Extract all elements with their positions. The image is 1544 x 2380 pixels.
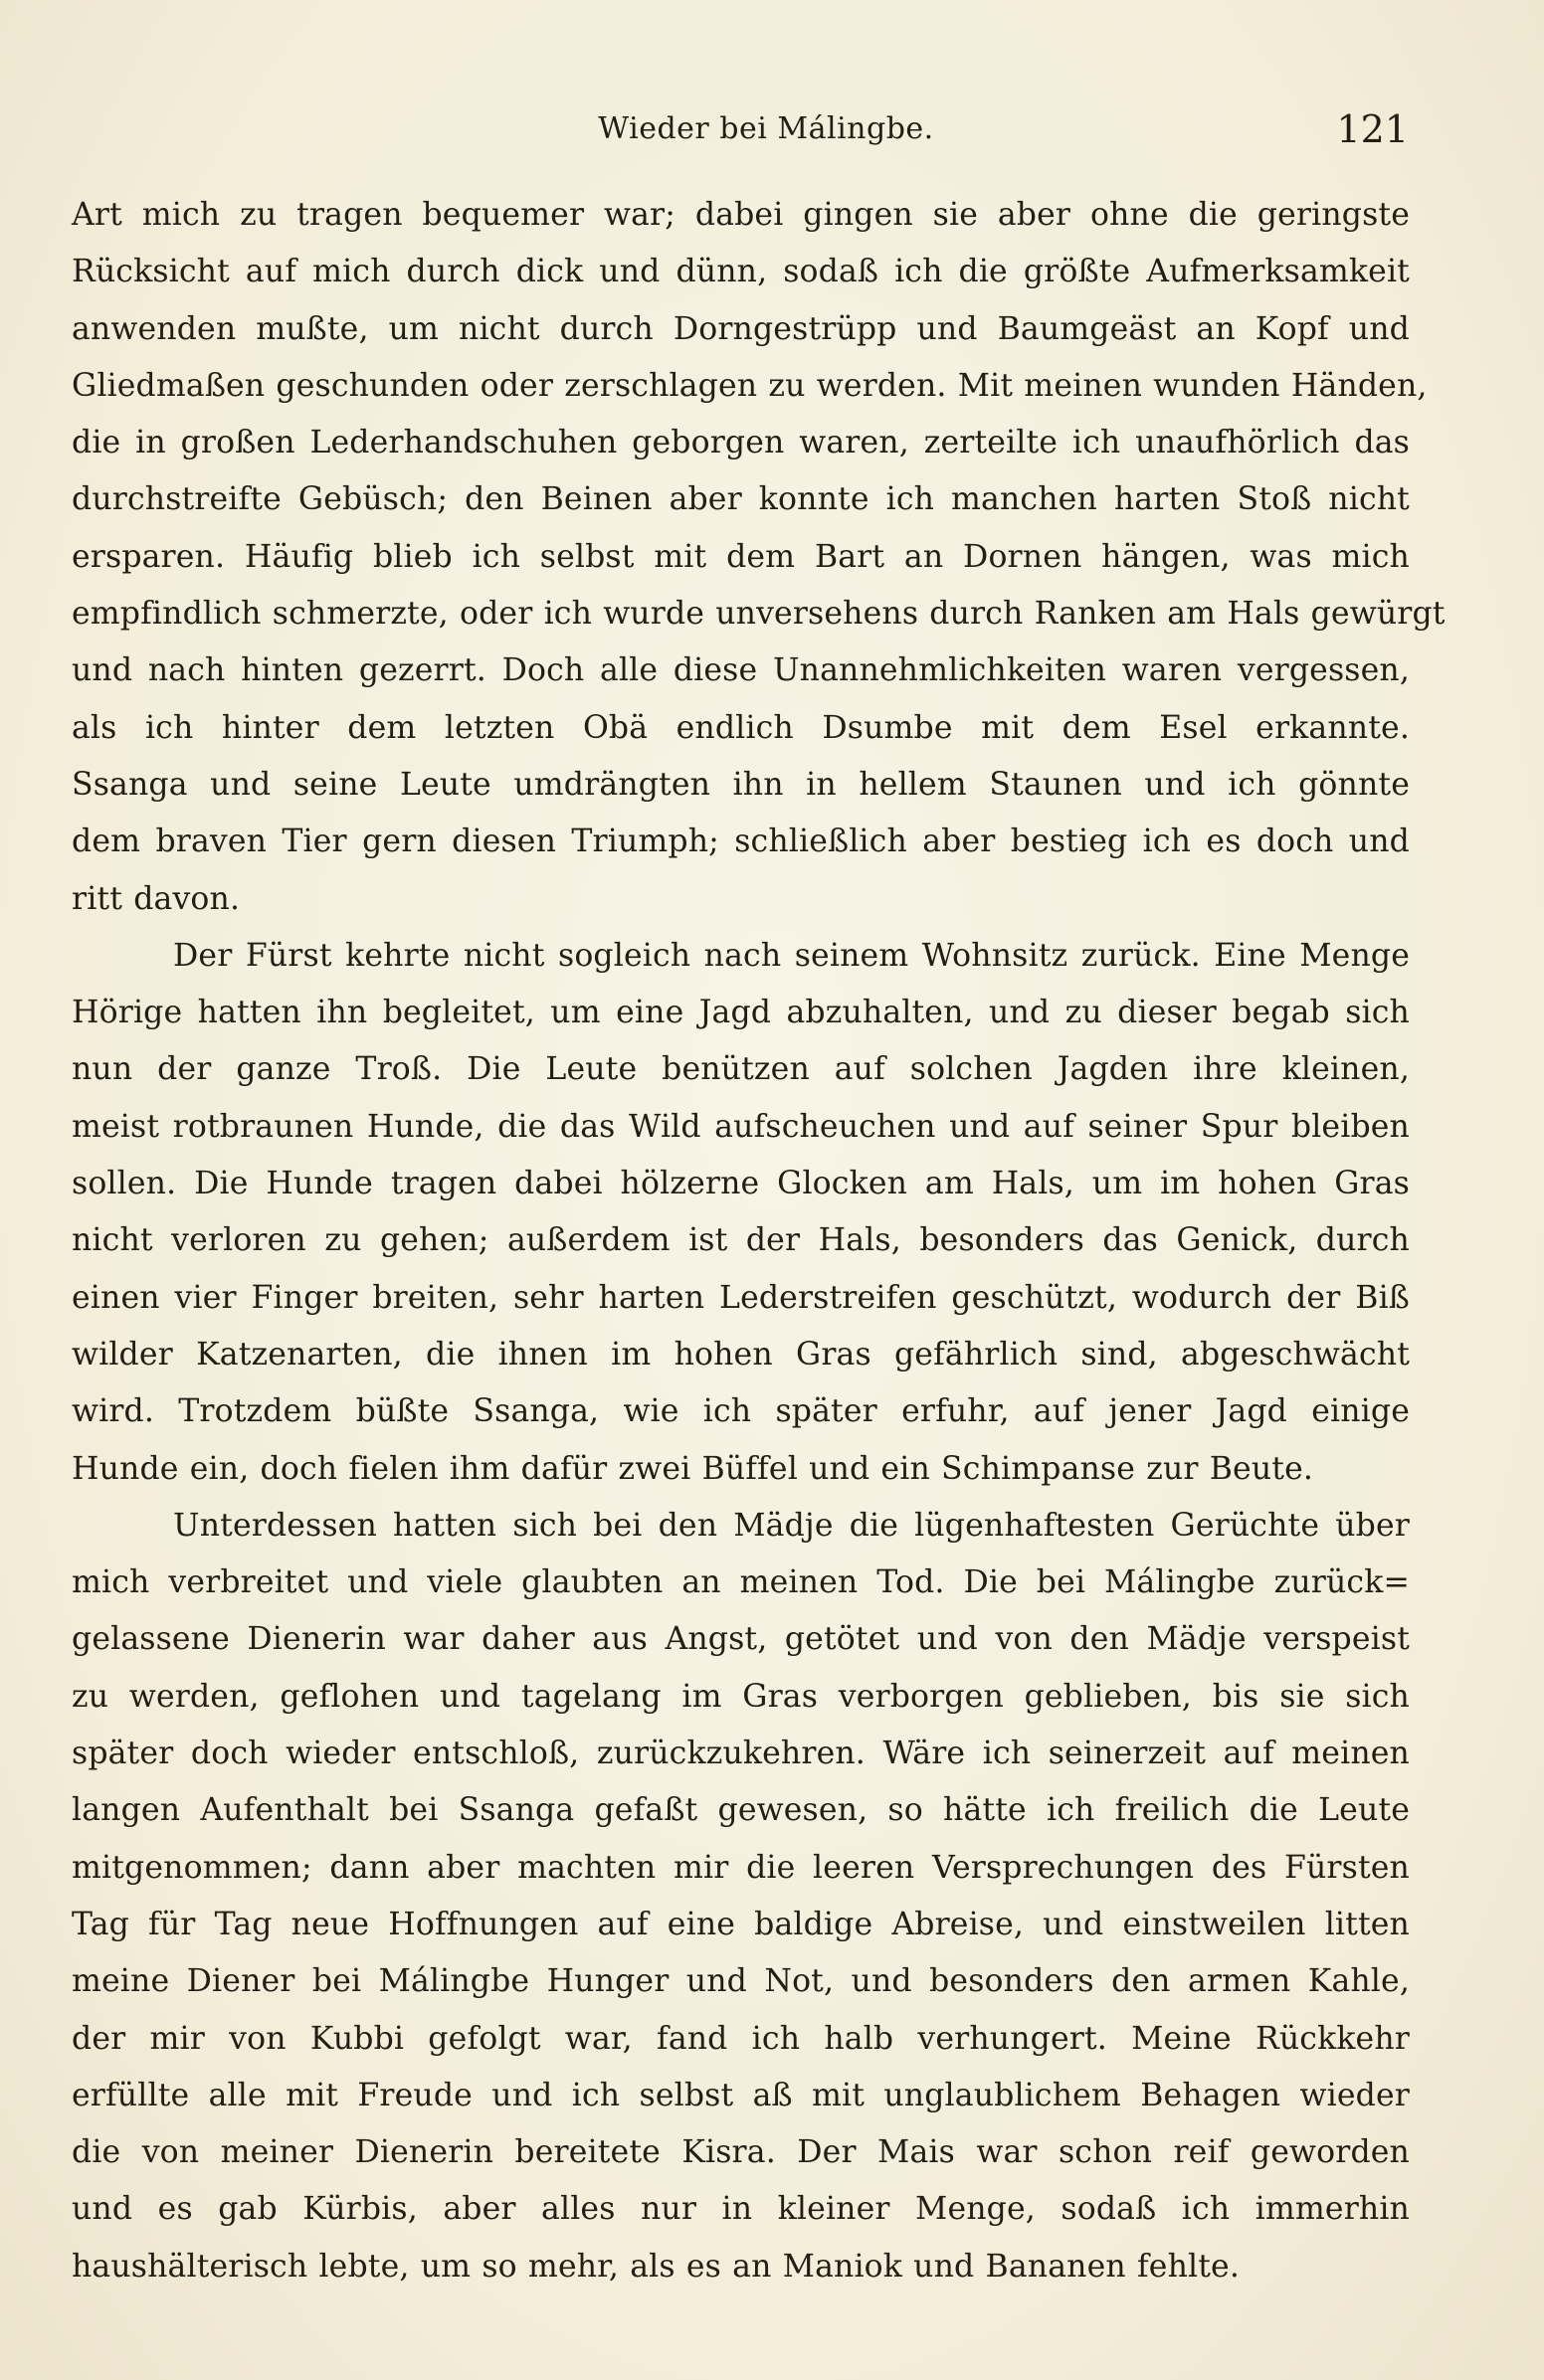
text-line: als ich hinter dem letzten Obä endlich Dsumbe mit dem Esel erkannte. [72,709,1410,746]
paragraph-first-line: Der Fürst kehrte nicht sogleich nach seinem Wohnsitz zurück. Eine Menge [173,937,1410,974]
text-line: meist rotbraunen Hunde, die das Wild aufscheuchen und auf seiner Spur bleiben [72,1108,1410,1145]
text-line: erfüllte alle mit Freude und ich selbst aß mit unglaublichem Behagen wieder [72,2077,1410,2113]
text-line: sollen. Die Hunde tragen dabei hölzerne Glocken am Hals, um im hohen Gras [72,1166,1410,1202]
text-line: ersparen. Häufig blieb ich selbst mit dem Bart an Dornen hängen, was mich [72,538,1410,575]
text-line: Gliedmaßen geschunden oder zerschlagen zu werden. Mit meinen wunden Händen, [72,367,1428,404]
text-line: empfindlich schmerzte, oder ich wurde unversehens durch Ranken am Hals gewürgt [72,596,1446,633]
text-line: später doch wieder entschloß, zurückzukehren. Wäre ich seinerzeit auf meinen [72,1736,1410,1772]
text-line: mich verbreitet und viele glaubten an meinen Tod. Die bei Málingbe zurück= [72,1564,1410,1601]
text-line: Ssanga und seine Leute umdrängten ihn in hellem Staunen und ich gönnte [72,766,1410,803]
text-line: mitgenommen; dann aber machten mir die leeren Versprechungen des Fürsten [72,1849,1410,1886]
text-line: meine Diener bei Málingbe Hunger und Not, und besonders den armen Kahle, [72,1963,1410,2000]
text-line: dem braven Tier gern diesen Triumph; schließlich aber bestieg ich es doch und [72,824,1410,860]
text-line: anwenden mußte, um nicht durch Dorngestrüpp und Baumgeäst an Kopf und [72,310,1410,347]
text-line: und nach hinten gezerrt. Doch alle diese Unannehmlichkeiten waren vergessen, [72,652,1410,689]
text-line: und es gab Kürbis, aber alles nur in kleiner Menge, sodaß ich immerhin [72,2191,1410,2228]
text-line: gelassene Dienerin war daher aus Angst, getötet und von den Mädje verspeist [72,1621,1410,1658]
text-line: wird. Trotzdem büßte Ssanga, wie ich später erfuhr, auf jener Jagd einige [72,1393,1410,1430]
text-line: durchstreifte Gebüsch; den Beinen aber konnte ich manchen harten Stoß nicht [72,481,1410,518]
text-line: der mir von Kubbi gefolgt war, fand ich halb verhungert. Meine Rückkehr [72,2020,1410,2057]
text-line: Tag für Tag neue Hoffnungen auf eine baldige Abreise, und einstweilen litten [72,1906,1410,1942]
running-title: Wieder bei Málingbe. [598,111,934,146]
body-text [72,187,1446,2295]
text-line: ritt davon. [72,880,241,917]
text-line: einen vier Finger breiten, sehr harten Lederstreifen geschützt, wodurch der Biß [72,1279,1410,1316]
text-line: nun der ganze Troß. Die Leute benützen auf solchen Jagden ihre kleinen, [72,1051,1410,1088]
text-line: Art mich zu tragen bequemer war; dabei gingen sie aber ohne die geringste [72,197,1410,233]
running-head [0,107,1544,161]
text-line: die von meiner Dienerin bereitete Kisra. Der Mais war schon reif geworden [72,2134,1410,2171]
text-line: die in großen Lederhandschuhen geborgen waren, zerteilte ich unaufhörlich das [72,425,1410,461]
text-line: Rücksicht auf mich durch dick und dünn, sodaß ich die größte Aufmerksamkeit [72,254,1410,290]
text-line: Hörige hatten ihn begleitet, um eine Jagd abzuhalten, und zu dieser begab sich [72,995,1410,1031]
text-line: langen Aufenthalt bei Ssanga gefaßt gewesen, so hätte ich freilich die Leute [72,1792,1410,1829]
text-line: nicht verloren zu gehen; außerdem ist der Hals, besonders das Genick, durch [72,1222,1410,1259]
paragraph-first-line: Unterdessen hatten sich bei den Mädje die lügenhaftesten Gerüchte über [173,1507,1410,1544]
page-number: 121 [1336,107,1409,151]
text-line: haushälterisch lebte, um so mehr, als es an Maniok und Bananen fehlte. [72,2248,1240,2285]
text-line: Hunde ein, doch fielen ihm dafür zwei Büffel und ein Schimpanse zur Beute. [72,1450,1314,1487]
text-line: zu werden, geflohen und tagelang im Gras verborgen geblieben, bis sie sich [72,1678,1410,1715]
text-line: wilder Katzenarten, die ihnen im hohen Gras gefährlich sind, abgeschwächt [72,1336,1410,1373]
